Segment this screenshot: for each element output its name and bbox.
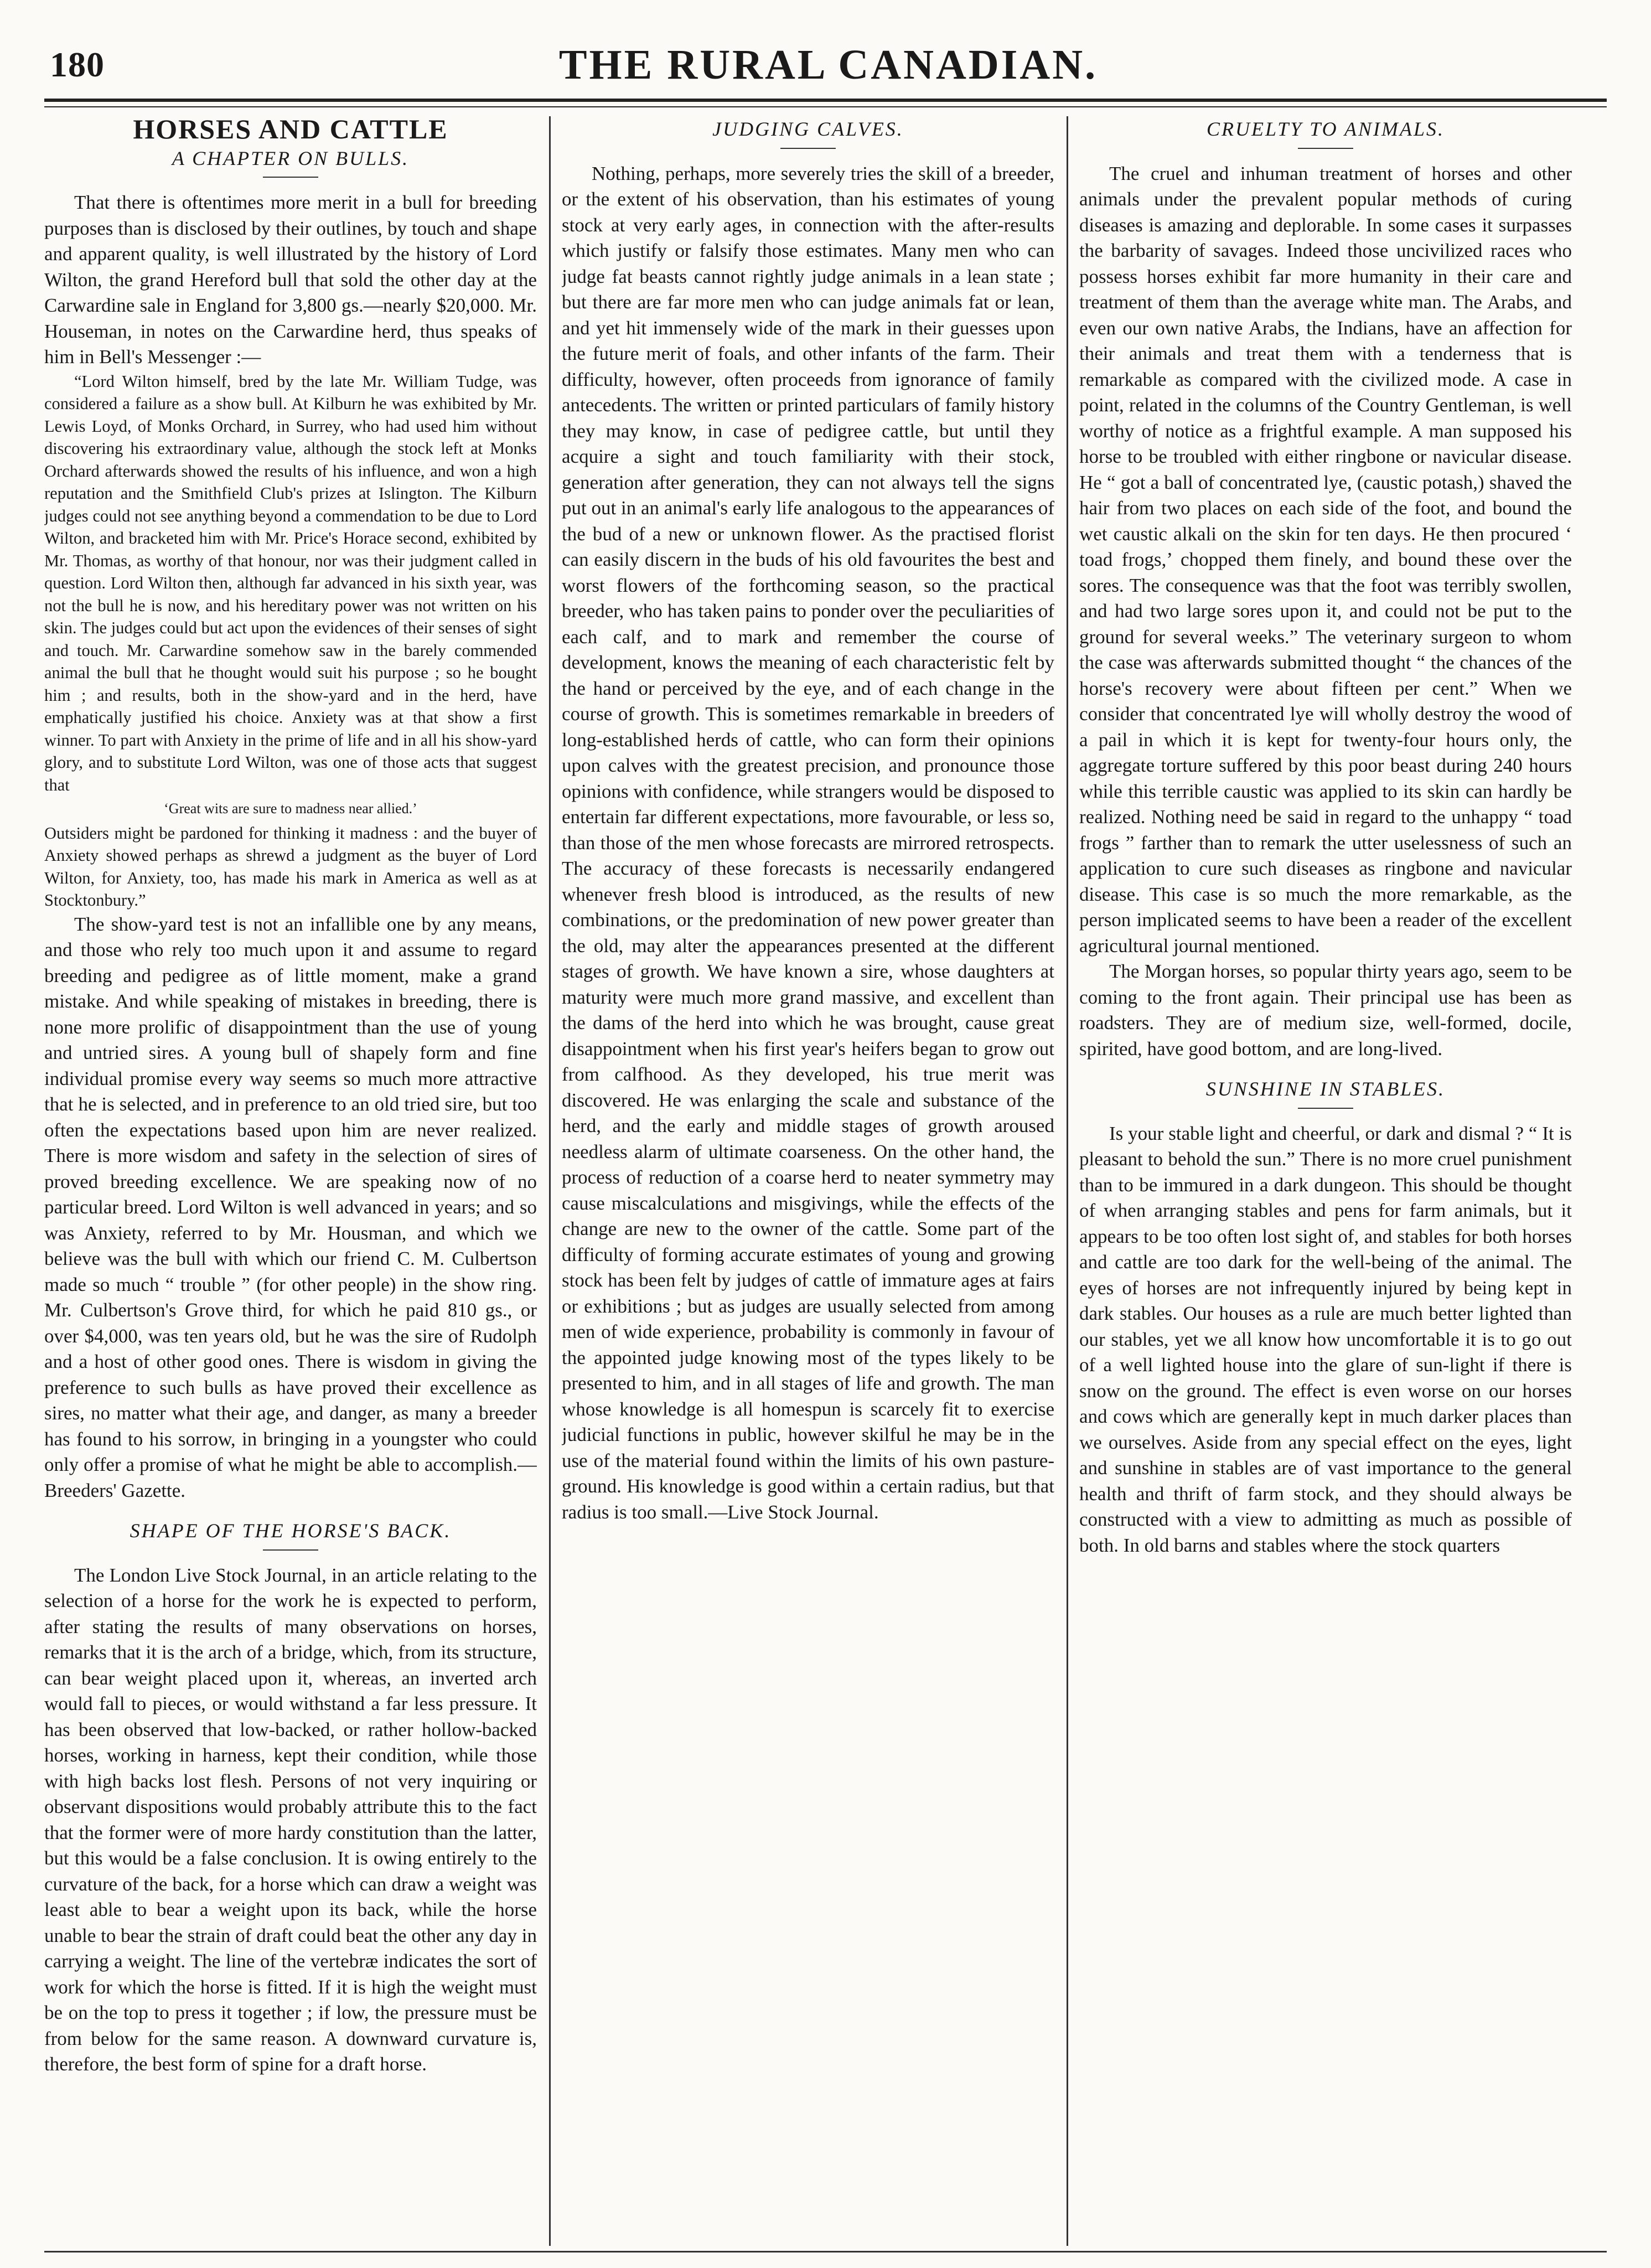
- article-title-bulls: A CHAPTER ON BULLS.: [172, 147, 410, 169]
- column-divider: [1067, 116, 1068, 2246]
- bottom-rule: [44, 2251, 1607, 2252]
- article-paragraph: The Morgan horses, so popular thirty years ago, seem to be coming to the front again. Their principal use has been as roadsters. They are of medium size, well-formed, docile, spirited, have good bottom, and are long-lived.: [1079, 960, 1572, 1060]
- quoted-paragraph: Outsiders might be pardoned for thinking it madness : and the buyer of Anxiety showed perhaps as shrewd a judgment as the buyer of Lord Wilton, for Anxiety, too, has made his mark in America as well as at Stocktonbury.”: [44, 823, 537, 910]
- article-title-horse-back: SHAPE OF THE HORSE'S BACK.: [130, 1520, 452, 1542]
- columns: [44, 116, 1607, 2246]
- article-paragraph: The cruel and inhuman treatment of horses and other animals under the prevalent popular methods of curing diseases is amazing and deplorable. In some cases it surpasses the barbarity of savages. Indeed those uncivilized races who possess horses exhibit far more humanity in their care and treatment of them than the average white man. The Arabs, and even our own native Arabs, the Indians, have an affection for their animals and treat them with a tenderness that is remarkable as compared with the civilized mode. A case in point, related in the columns of the Country Gentleman, is well worthy of notice as a frightful example. A man supposed his horse to be troubled with either ringbone or navicular disease. He “ got a ball of concentrated lye, (caustic potash,) shaved the hair from two places on each side of the foot, and bound the wet caustic alkali on the skin for ten days. He then procured ‘ toad frogs,’ chopped them finely, and bound these over the sores. The consequence was that the foot was terribly swollen, and had two large sores upon it, and could not be put to the ground for several weeks.” The veterinary surgeon to whom the case was afterwards submitted thought “ the chances of the horse's recovery were about fifteen per cent.” When we consider that concentrated lye will wholly destroy the wood of a pail in which it is kept for twenty-four hours only, the aggregate torture suffered by this poor beast during 240 hours while this terrible caustic was applied to its skin can hardly be realized. Nothing need be said in regard to the unhappy “ toad frogs ” farther than to remark the utter uselessness of such an application to cure such diseases as ringbone and navicular disease. This case is so much the more remarkable, as the person implicated seems to have been a reader of the excellent agricultural journal mentioned.: [1079, 162, 1572, 957]
- divider-rule: [1298, 1108, 1353, 1109]
- article-paragraph: That there is oftentimes more merit in a bull for breeding purposes than is disclosed by their outlines, by touch and shape and apparent quality, is well illustrated by the history of Lord Wilton, the grand Hereford bull that sold the other day at the Carwardine sale in England for 3,800 gs.—nearly $20,000. Mr. Houseman, in notes on the Carwardine herd, thus speaks of him in Bell's Messenger :—: [44, 192, 537, 368]
- article-paragraph: The London Live Stock Journal, in an article relating to the selection of a horse for the work he is expected to perform, after stating the results of many observations on horses, remarks that it is the arch of a bridge, which, from its structure, can bear weight placed upon it, whereas, an inverted arch would fall to pieces, or would withstand a far less pressure. It has been observed that low-backed, or rather hollow-backed horses, working in harness, kept their condition, while those with high backs lost flesh. Persons of not very inquiring or observant dispositions would probably attribute this to the fact that the former were of more hardy constitution than the latter, but this would be a false conclusion. It is owing entirely to the curvature of the back, for a horse which can draw a weight was least able to bear a weight upon its back, while the horse unable to bear the strain of draft could beat the other any day in carrying a weight. The line of the vertebræ indicates the sort of work for which the horse is fitted. If it is high the weight must be on the top to press it together ; if low, the pressure must be from below for the same reason. A downward curvature is, therefore, the best form of spine for a draft horse.: [44, 1564, 537, 2075]
- column-1: [44, 116, 537, 2246]
- paper-title: THE RURAL CANADIAN.: [558, 42, 1098, 88]
- divider-rule: [263, 177, 318, 178]
- masthead-rule: [44, 99, 1607, 107]
- column-2: [562, 116, 1054, 2246]
- article-title-calves: JUDGING CALVES.: [712, 118, 904, 140]
- divider-rule: [1298, 148, 1353, 149]
- quoted-paragraph: “Lord Wilton himself, bred by the late Mr. William Tudge, was considered a failure as a show bull. At Kilburn he was exhibited by Mr. Lewis Loyd, of Monks Orchard, in Surrey, who had used him without discovering his extraordinary value, although the stock left at Monks Orchard afterwards showed the results of his influence, and won a high reputation and the Smithfield Club's prizes at Islington. The Kilburn judges could not see anything beyond a commendation to be due to Lord Wilton, and bracketed him with Mr. Price's Horace second, exhibited by Mr. Thomas, as worthy of that honour, nor was their judgment called in question. Lord Wilton then, although far advanced in his sixth year, was not the bull he is now, and his hereditary power was not written on his skin. The judges could but act upon the evidences of their senses of sight and touch. Mr. Carwardine somehow saw in the barely commended animal the bull that he thought would suit his purpose ; so he bought him ; and results, both in the show-yard and in the herd, have emphatically justified his choice. Anxiety was at that show a first winner. To part with Anxiety in the prime of life and in all his show-yard glory, and to substitute Lord Wilton, was one of those acts that suggest that: [44, 371, 537, 794]
- section-title: HORSES AND CATTLE: [133, 116, 448, 144]
- column-3: [1079, 116, 1572, 2246]
- article-title-cruelty: CRUELTY TO ANIMALS.: [1206, 118, 1445, 140]
- article-paragraph: Nothing, perhaps, more severely tries the skill of a breeder, or the extent of his observation, than his estimates of young stock at very early ages, in connection with the after-results which justify or falsify those estimates. Many men who can judge fat beasts cannot rightly judge animals in a lean state ; but there are far more men who can judge animals fat or lean, and yet hit immensely wide of the mark in their guesses upon the future merit of foals, and other infants of the farm. Their difficulty, however, often proceeds from ignorance of family antecedents. The written or printed particulars of family history they may know, in case of pedigree cattle, but until they acquire a sight and touch familiarity with their stock, generation after generation, they can not always tell the signs put out in an animal's early life analogous to the appearances of the bud of a new or unknown flower. As the practised florist can easily discern in the buds of his old favourites the best and worst flowers of the forthcoming season, so the practical breeder, who has taken pains to ponder over the peculiarities of each calf, and to mark and remember the course of development, knows the meaning of each characteristic felt by the hand or perceived by the eye, and of each change in the course of growth. This is sometimes remarkable in breeders of long-established herds of cattle, who can form their opinions upon calves with the greatest precision, and pronounce those opinions with confidence, while strangers would be disposed to entertain far different expectations, more favourable, or less so, than those of the men whose forecasts are mirrored retrospects. The accuracy of these forecasts is necessarily endangered whenever fresh blood is introduced, as the results of new combinations, or the predomination of new power greater than the old, may alter the appearances presented at the different stages of growth. We have known a sire, whose daughters at maturity were much more grand massive, and excellent than the dams of the herd into which he was brought, cause great disappointment when his first year's heifers began to grow out from calfhood. As they developed, his true merit was discovered. He was enlarging the scale and substance of the herd, and the early and middle stages of growth aroused needless alarm of ultimate coarseness. On the other hand, the process of reduction of a coarse herd to neater symmetry may cause miscalculations and misgivings, while the effects of the change are new to the owner of the cattle. Some part of the difficulty of forming accurate estimates of young and growing stock has been felt by judges of cattle of immature ages at fairs or exhibitions ; but as judges are usually selected from among men of wide experience, probability is commonly in favour of the appointed judge knowing most of the types likely to be presented to him, and in all stages of life and growth. The man whose knowledge is all homespun is scarcely fit to exercise judicial functions in public, however skilful he may be in the use of the material found within the limits of his own pasture-ground. His knowledge is good within a certain radius, but that radius is too small.—Live Stock Journal.: [562, 162, 1054, 1523]
- divider-rule: [263, 1549, 318, 1551]
- divider-rule: [780, 148, 836, 149]
- article-title-sunshine: SUNSHINE IN STABLES.: [1205, 1078, 1446, 1100]
- column-divider: [549, 116, 551, 2246]
- quote-line: ‘Great wits are sure to madness near allied.’: [164, 800, 417, 817]
- article-paragraph: Is your stable light and cheerful, or dark and dismal ? “ It is pleasant to behold the sun.” There is no more cruel punishment than to be immured in a dark dungeon. This should be thought of when arranging stables and pens for farm animals, but it appears to be too often lost sight of, and stables for both horses and cattle are too dark for the well-being of the animal. The eyes of horses are not infrequently injured by being kept in dark stables. Our houses as a rule are much better lighted than our stables, yet we all know how uncomfortable it is to go out of a well lighted house into the glare of sun-light if there is snow on the ground. The effect is even worse on our horses and cows which are generally kept in much darker places than we ourselves. Aside from any special effect on the eyes, light and sunshine in stables are of vast importance to the general health and thrift of farm stock, and they should always be constructed with a view to admitting as much as possible of both. In old barns and stables where the stock quarters: [1079, 1122, 1572, 1556]
- page-number: 180: [50, 45, 105, 84]
- article-paragraph: The show-yard test is not an infallible one by any means, and those who rely too much upon it and assume to regard breeding and pedigree as of little moment, make a grand mistake. And while speaking of mistakes in breeding, there is none more prolific of disappointment than the use of young and untried sires. A young bull of shapely form and fine individual promise every way seems so much more attractive that he is selected, and in preference to an old tried sire, but too often the expectations based upon him are never realized. There is more wisdom and safety in the selection of sires of proved breeding excellence. We are speaking now of no particular breed. Lord Wilton is well advanced in years; and so was Anxiety, referred to by Mr. Housman, and which we believe was the bull with which our friend C. M. Culbertson made so much “ trouble ” (for other people) in the show ring. Mr. Culbertson's Grove third, for which he paid 810 gs., or over $4,000, was ten years old, but he was the sire of Rudolph and a host of other good ones. There is wisdom in giving the preference to such bulls as have proved their excellence as sires, no matter what their age, and danger, as many a breeder has found to his sorrow, in bringing in a youngster who could only offer a promise of what he might be able to accomplish.—Breeders' Gazette.: [44, 913, 537, 1501]
- masthead: [50, 33, 1607, 94]
